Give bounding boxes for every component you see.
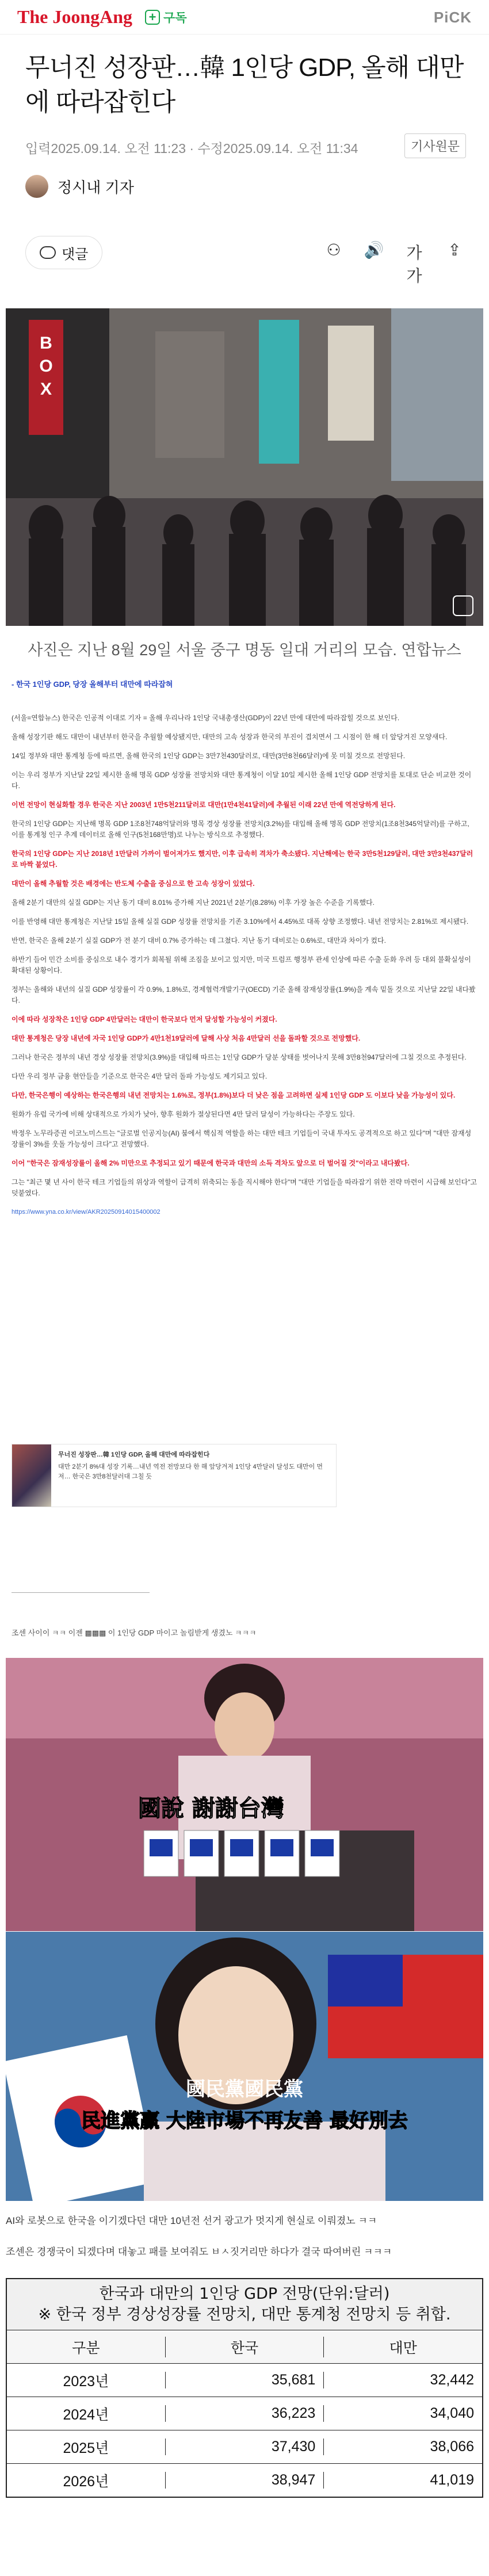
article-paragraph: 정부는 올해와 내년의 실질 GDP 성장률이 각 0.9%, 1.8%로, 경제협력개발기구(OECD) 기준 올해 잠재성장률(1.9%)을 계속 밑돌 것으로 지난달 22일 내다봤다.: [12, 985, 476, 1004]
article-paragraph: 이에 따라 성장착은 1인당 GDP 4만달러는 대만이 한국보다 먼저 달성할 가능성이 커졌다.: [12, 1015, 277, 1023]
article-lead: - 한국 1인당 GDP, 당장 올해부터 대만에 따라잡혀: [12, 680, 173, 689]
article-paragraph: (서울=연합뉴스) 한국은 인공적 이대로 기자 = 올해 우리나라 1인당 국내총생산(GDP)이 22년 만에 대만에 따라잡힐 것으로 보인다.: [12, 714, 400, 722]
site-header: [0, 0, 489, 35]
table-row: [7, 2463, 482, 2497]
subscribe-button[interactable]: [145, 9, 187, 26]
link-preview-thumbnail: [12, 1444, 51, 1507]
table-row: [7, 2397, 482, 2430]
article-paragraph: 이번 전망이 현실화할 경우 한국은 지난 2003년 1만5천211달러로 대만(1만4천41달러)에 추월된 이래 22년 만에 역전당하게 된다.: [12, 801, 396, 809]
comment-line-3: 조센은 경쟁국이 되겠다며 대놓고 패를 보여줘도 ㅂㅅ짓거리만 하다가 결국 따여버린 ㅋㅋㅋ: [6, 2246, 392, 2257]
photo-caption: 사진은 지난 8월 29일 서울 중구 명동 일대 거리의 모습. 연합뉴스: [28, 641, 461, 659]
article-paragraph: 이는 우리 정부가 지난달 22일 제시한 올해 명목 GDP 성장률 전망치와 대만 통계청이 이달 10일 제시한 올해 1인당 GDP 전망치를 토대로 단순 비교한 것이다.: [12, 771, 472, 790]
font-size-button[interactable]: 가가: [406, 244, 422, 285]
cell-taiwan: 41,019: [323, 2472, 482, 2489]
cell-year: 2024년: [63, 2406, 109, 2423]
table-row: [7, 2363, 482, 2397]
speaker-icon[interactable]: 🔊: [364, 241, 384, 259]
article-paragraph: 한국의 1인당 GDP는 지난 2018년 1만달러 가까이 벌어져가도 했지만, 이후 급속히 격차가 축소됐다. 지난해에는 한국 3만5천129달러, 대만 3만3천437달러로 바짝 붙었다.: [12, 850, 473, 869]
article-title: 무너진 성장판…韓 1인당 GDP, 올해 대만에 따라잡힌다: [25, 53, 464, 116]
article-paragraph: 다만, 한국은행이 예상하는 한국은행의 내년 전망치는 1.6%로, 정부(1.8%)보다 더 낮은 점을 고려하면 실제 1인당 GDP 도 이보다 낮을 가능성이 있다.: [12, 1091, 456, 1099]
svg-text:O: O: [39, 357, 53, 376]
comment-line-2: AI와 로봇으로 한국을 이기겠다던 대만 10년전 선거 광고가 멋지게 현실로 이뤄졌노 ㅋㅋ: [6, 2215, 377, 2226]
election-ad-image-2[interactable]: [6, 1932, 483, 2201]
article-paragraph: 반면, 한국은 올해 2분기 실질 GDP가 전 분기 대비 0.7% 증가하는 데 그쳤다. 지난 동기 대비로는 0.6%로, 대만과 차이가 컸다.: [12, 937, 386, 945]
article-paragraphs: [12, 713, 477, 1199]
article-paragraph: 하반기 들어 민간 소비를 중심으로 내수 경기가 회복될 위해 조짐을 보이고 있지만, 미국 트럼프 행정부 관세 인상에 따른 수출 둔화 우려 등 대외 불확실성이 확대된 상황이다.: [12, 956, 471, 974]
cell-taiwan: 34,040: [323, 2405, 482, 2422]
article-paragraph: 이를 반영해 대만 통계청은 지난달 15일 올해 실질 GDP 성장률 전망치를 기존 3.10%에서 4.45%로 대폭 상향 조정했다. 내년 전망치는 2.81%로 제시됐다.: [12, 918, 469, 926]
table-title: 한국과 대만의 1인당 GDP 전망(단위:달러): [99, 2285, 390, 2303]
article-timestamp: 입력2025.09.14. 오전 11:23 · 수정2025.09.14. 오전 11:34: [25, 141, 358, 156]
article-body: [12, 679, 477, 1226]
reporter-avatar: [25, 175, 48, 198]
article-paragraph: 그러나 한국은 정부의 내년 경상 성장률 전망치(3.9%)를 대입해 따르는 1인당 GDP가 당분 상태를 벗어나지 못해 3만8천947달러에 그칠 것으로 추정된다.: [12, 1053, 467, 1061]
cell-taiwan: 32,442: [323, 2372, 482, 2388]
comment-label: 댓글: [62, 246, 89, 262]
cell-year: 2026년: [63, 2473, 109, 2490]
election-ad-subtitle-top: 國民黨國民黨: [186, 2078, 303, 2101]
col-header-category: 구분: [72, 2340, 100, 2356]
gdp-forecast-table: [6, 2278, 483, 2498]
comment-line: 조센 사이이 ㅋㅋ 이젠 ▩▩▩ 이 1인당 GDP 마이고 놀림받게 생겼노 ㅋㅋㅋ: [12, 1629, 257, 1637]
reporter-byline[interactable]: [25, 175, 134, 198]
article-toolbar: [322, 240, 466, 286]
article-paragraph: 그는 "최근 몇 년 사이 한국 테크 기업들의 위상과 역할이 급격히 위축되는 동을 직시해야 한다"며 "대만 기업들을 따라잡기 위한 전략 마련이 시급해 보인다"고 덧붙였다.: [12, 1178, 477, 1197]
link-preview-description: 대만 2분기 8%대 성장 기록…내년 역전 전망보다 한 해 앞당겨져 1인당 4만달러 달성도 대만이 먼저… 한국은 3만8천달러대 그칠 듯: [58, 1463, 323, 1480]
article-paragraph: 대만이 올해 추월할 것은 배경에는 반도체 수출을 중심으로 한 고속 성장이 있었다.: [12, 880, 255, 888]
source-link[interactable]: https://www.yna.co.kr/view/AKR20250914015400002: [12, 1209, 161, 1216]
col-header-taiwan: 대만: [323, 2337, 482, 2357]
article-paragraph: 올해 2분기 대만의 실질 GDP는 지난 동기 대비 8.01% 증가해 지난 2021년 2분기(8.28%) 이후 가장 높은 수준을 기록했다.: [12, 899, 375, 907]
article-paragraph: 대만 통계청은 당장 내년에 자국 1인당 GDP가 4만1천19달러에 달해 사상 처음 4만달러 선을 돌파할 것으로 전망했다.: [12, 1034, 361, 1042]
link-preview-text: [51, 1444, 336, 1507]
plus-icon: +: [145, 10, 160, 25]
article-paragraph: 14일 정부와 대만 통계청 등에 따르면, 올해 한국의 1인당 GDP는 3만7천430달러로, 대만(3만8천66달러)에 못 미칠 것으로 전망된다.: [12, 752, 406, 760]
table-header-row: [7, 2330, 482, 2363]
article-paragraph: 원화가 유럽 국가에 비해 상대적으로 가치가 낮아, 향후 원화가 절상된다면 4만 달러 달성이 가능하다는 주장도 있다.: [12, 1110, 355, 1118]
divider: [12, 1592, 150, 1593]
table-subtitle: ※ 한국 정부 경상성장률 전망치, 대만 통계청 전망치 등 취합.: [38, 2306, 451, 2323]
reporter-name: 정시내 기자: [58, 178, 134, 196]
col-header-korea: 한국: [165, 2337, 324, 2357]
svg-text:B: B: [40, 334, 52, 353]
election-ad-image-1[interactable]: [6, 1658, 483, 1931]
comment-icon: [40, 246, 56, 259]
original-article-button[interactable]: 기사원문: [404, 133, 466, 158]
article-photo[interactable]: [6, 308, 483, 626]
table-row: [7, 2430, 482, 2463]
article-paragraph: 박정우 노무라증권 이코노미스트는 "글로벌 인공지능(AI) 붐에서 핵심적 역할을 하는 대만 테크 기업들이 국내 투자도 공격적으로 하고 있다"며 "대만 잠재성장률이 3%를 웃돌 가능성이 크다"고 전망했다.: [12, 1129, 472, 1148]
link-preview-card[interactable]: [12, 1444, 337, 1507]
link-preview-title: 무너진 성장판…韓 1인당 GDP, 올해 대만에 따라잡힌다: [58, 1451, 210, 1458]
cell-korea: 38,947: [165, 2472, 324, 2489]
cell-taiwan: 38,066: [323, 2439, 482, 2455]
reaction-icon[interactable]: ⚇: [326, 241, 341, 259]
site-logo[interactable]: The JoongAng: [17, 6, 133, 27]
svg-text:X: X: [40, 380, 52, 399]
election-ad-subtitle: 民進黨贏 大陸市場不再友善 最好別去: [81, 2109, 408, 2132]
subscribe-label: 구독: [163, 11, 187, 25]
pick-badge[interactable]: PiCK: [433, 9, 472, 26]
cell-korea: 37,430: [165, 2439, 324, 2455]
cell-year: 2023년: [63, 2373, 109, 2390]
article-paragraph: 한국의 1인당 GDP는 지난해 명목 GDP 1조8천748억달러와 명목 경상 성장률 전망치(3.2%)를 대입해 올해 명목 GDP 전망치(1조8천345억달러)를 구하고, 이를 통계청 인구 추계 데이터로 올해 인구(5천168만명)로 나누는 방식으로 추정했다.: [12, 820, 469, 839]
article-paragraph: 이어 "한국은 잠재성장률이 올해 2% 미만으로 추정되고 있기 때문에 한국과 대만의 소득 격차도 앞으로 더 벌어질 것"이라고 내다봤다.: [12, 1159, 410, 1167]
article-paragraph: 올해 성장기판 해도 대만이 내년부터 한국을 추월할 예상됐지만, 대만의 고속 성장과 한국의 부진이 겹치면서 그 시점이 한 해 더 앞당겨진 모양새다.: [12, 733, 448, 741]
cell-korea: 35,681: [165, 2372, 324, 2388]
cell-korea: 36,223: [165, 2405, 324, 2422]
table-title-block: [7, 2279, 482, 2330]
cell-year: 2025년: [63, 2440, 109, 2456]
election-ad-caption: 國說 謝謝台灣: [138, 1795, 284, 1822]
article-paragraph: 다만 우리 정부 금융 현안들을 기준으로 한국은 4만 달러 돌파 가능성도 제기되고 있다.: [12, 1072, 268, 1080]
comment-button[interactable]: [25, 236, 102, 269]
share-icon[interactable]: ⇪: [448, 241, 461, 259]
